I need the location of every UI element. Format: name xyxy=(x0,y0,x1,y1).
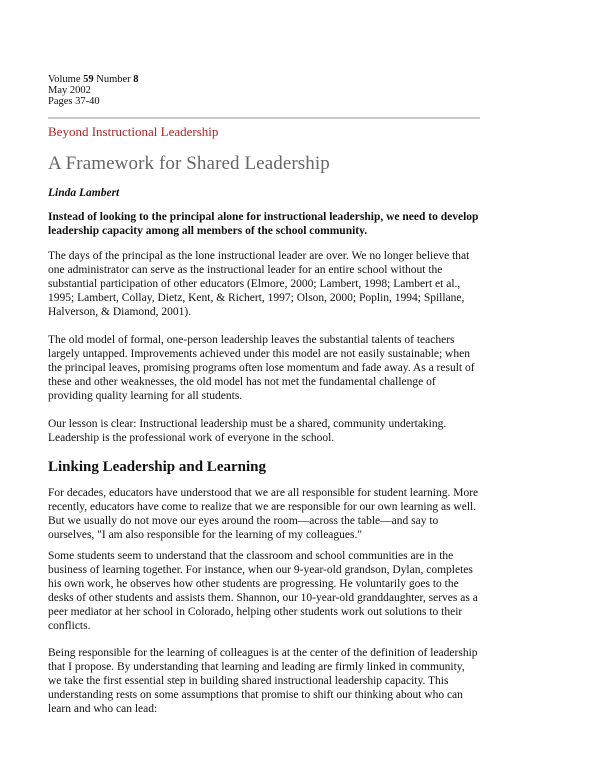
paragraph: For decades, educators have understood that we are all responsible for student learning. More recently, educators have come to realize that we are responsible for our own learning as well. But we usually do not move our eyes around the room—across the table—and say to ourselves, "I am also responsible for the learning of my colleagues." xyxy=(48,487,479,541)
author-name: Linda Lambert xyxy=(48,187,120,199)
volume-line xyxy=(48,74,480,85)
issue-info xyxy=(48,74,480,107)
paragraph: The days of the principal as the lone instructional leader are over. We no longer believe that one administrator can serve as the instructional leader for an entire school without the substantial participation of other educators (Elmore, 2000; Lambert, 1998; Lambert et al., 1995; Lambert, Collay, Dietz, Kent, & Richert, 1997; Olson, 2000; Poplin, 1994; Spillane, Halverson, & Diamond, 2001). xyxy=(48,250,470,318)
paragraph: Some students seem to understand that the classroom and school communities are in the business of learning together. For instance, when our 9-year-old grandson, Dylan, completes his own work, he observes how other students are progressing. He voluntarily goes to the desks of other students and assists them. Shannon, our 10-year-old granddaughter, serves as a peer mediator at her school in Colorado, helping other students work out solutions to their conflicts. xyxy=(48,550,478,632)
paragraph: The old model of formal, one-person leadership leaves the substantial talents of teachers largely untapped. Improvements achieved under this model are not easily sustainable; when the principal leaves, promising programs often lose momentum and fade away. As a result of these and other weaknesses, the old model has not met the fundamental challenge of providing quality learning for all students. xyxy=(48,334,475,402)
issue-date: May 2002 xyxy=(48,85,91,96)
issue-number: 8 xyxy=(133,74,139,85)
article-title: A Framework for Shared Leadership xyxy=(48,153,330,174)
document-page xyxy=(48,74,480,716)
header-rule xyxy=(48,117,480,119)
volume-number: 59 xyxy=(83,74,94,85)
page-range: Pages 37-40 xyxy=(48,96,100,107)
paragraph: Being responsible for the learning of colleagues is at the center of the definition of leadership that I propose. By understanding that learning and leading are firmly linked in community, we take the first essential step in building shared instructional leadership capacity. This understanding rests on some assumptions that promise to shift our thinking about who can learn and who can lead: xyxy=(48,647,478,715)
section-heading: Linking Leadership and Learning xyxy=(48,459,266,475)
number-label: Number xyxy=(96,74,131,85)
volume-label: Volume xyxy=(48,74,81,85)
lead-summary: Instead of looking to the principal alone for instructional leadership, we need to develop leadership capacity among all members of the school community. xyxy=(48,211,479,237)
section-title: Beyond Instructional Leadership xyxy=(48,124,219,139)
paragraph: Our lesson is clear: Instructional leadership must be a shared, community undertaking. Leadership is the professional work of everyone in the school. xyxy=(48,418,447,444)
